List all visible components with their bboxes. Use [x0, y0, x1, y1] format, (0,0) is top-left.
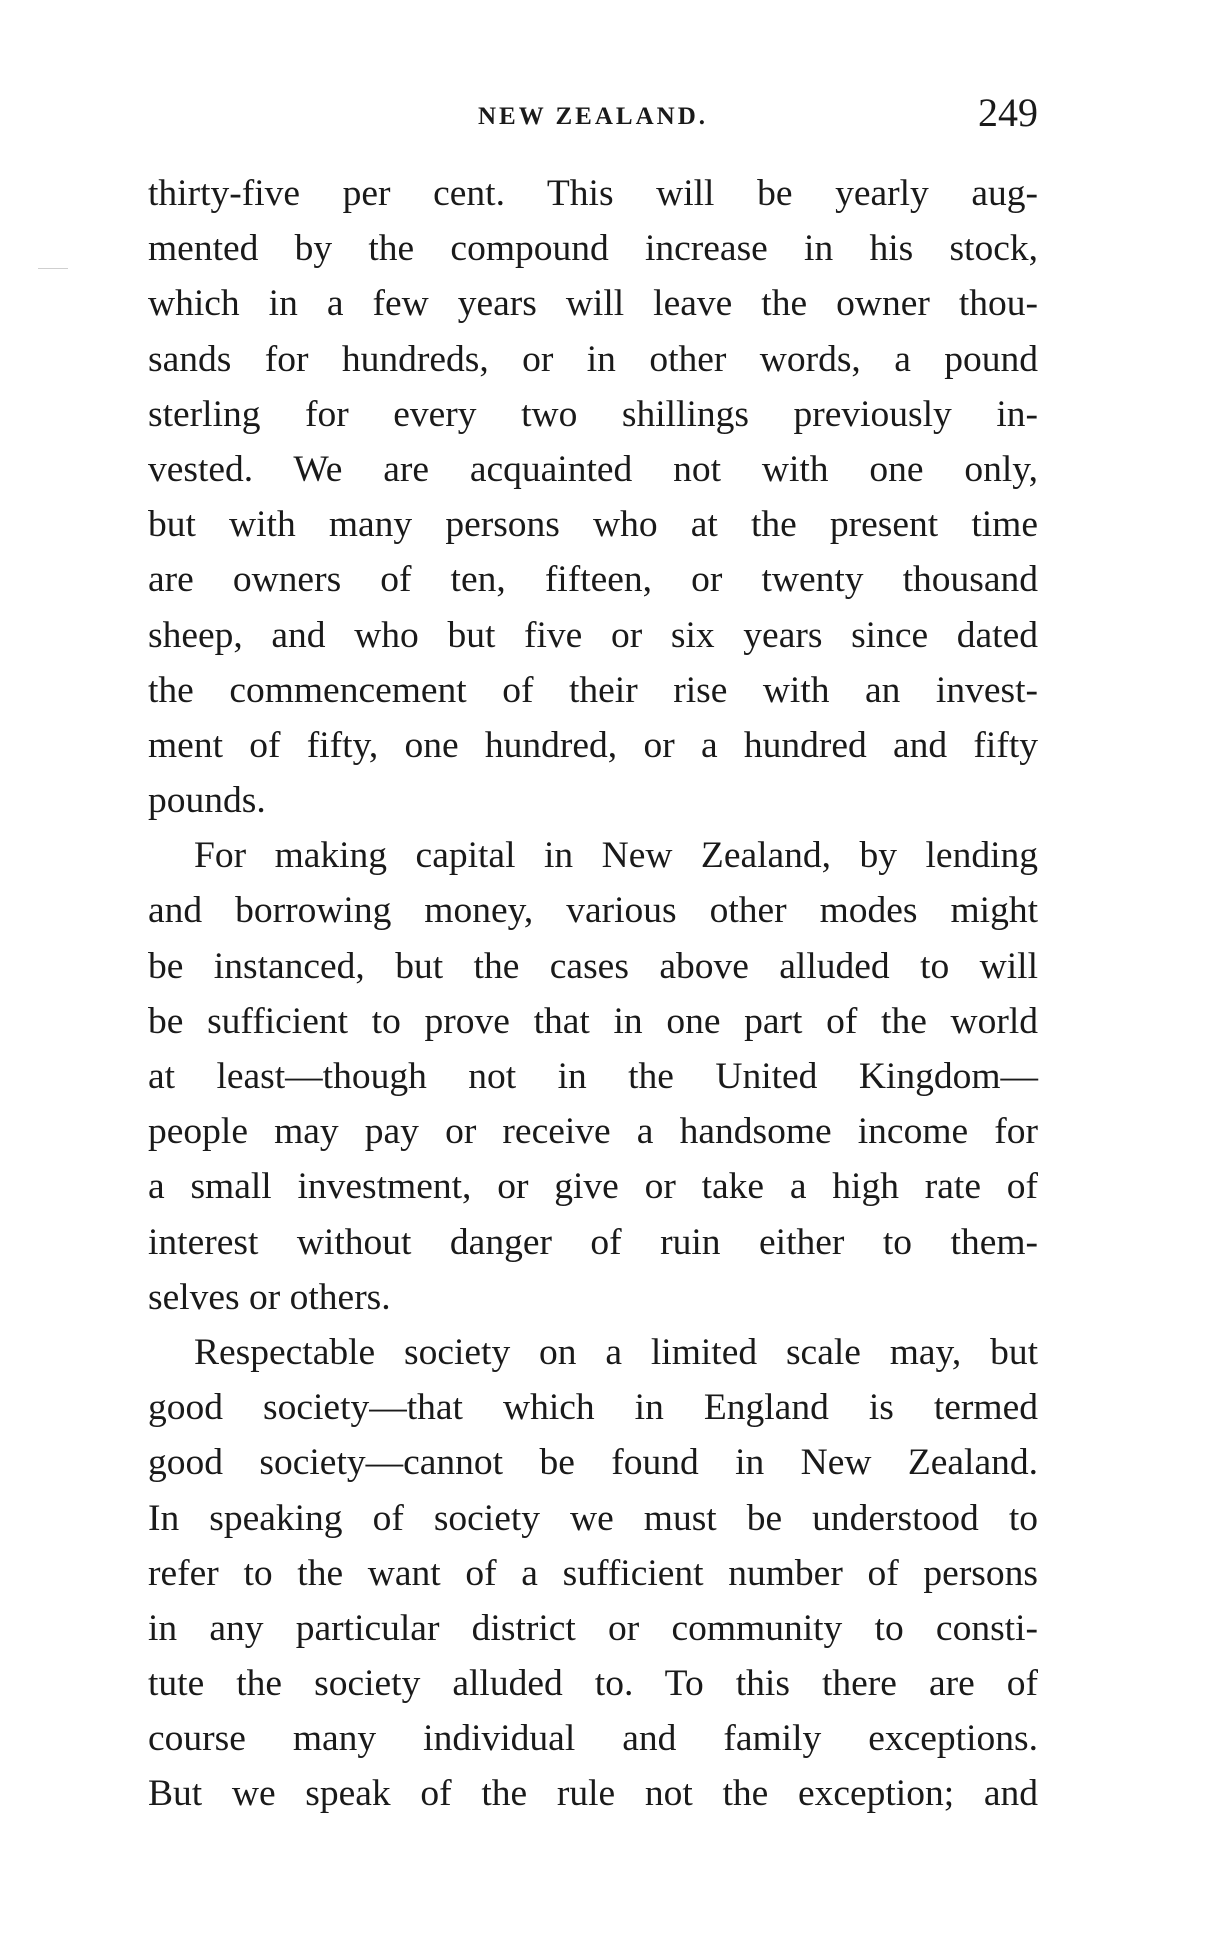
text-line: vested. We are acquainted not with one only,: [148, 448, 1038, 490]
text-line: pounds.: [148, 780, 266, 822]
text-line: the commencement of their rise with an invest-: [148, 669, 1038, 711]
text-line: sheep, and who but five or six years since dated: [148, 614, 1038, 656]
paragraph-first-line: For making capital in New Zealand, by lending: [194, 835, 1038, 877]
text-line: which in a few years will leave the owner thou-: [148, 283, 1038, 325]
running-title: NEW ZEALAND.: [477, 103, 709, 130]
running-head: [148, 90, 1038, 145]
text-line: refer to the want of a sufficient number of persons: [148, 1552, 1038, 1594]
text-line: and borrowing money, various other modes might: [148, 890, 1038, 932]
text-line: in any particular district or community to consti-: [148, 1607, 1038, 1649]
paragraph-first-line: Respectable society on a limited scale may, but: [194, 1331, 1038, 1373]
text-line: good society—that which in England is termed: [148, 1387, 1038, 1429]
text-line: ment of fifty, one hundred, or a hundred and fifty: [148, 724, 1038, 766]
text-line: mented by the compound increase in his stock,: [148, 228, 1038, 270]
text-line: are owners of ten, fifteen, or twenty thousand: [148, 559, 1038, 601]
text-line: sands for hundreds, or in other words, a pound: [148, 338, 1038, 380]
text-line: good society—cannot be found in New Zealand.: [148, 1442, 1038, 1484]
text-line: tute the society alluded to. To this there are of: [148, 1663, 1038, 1705]
page-number: 249: [978, 90, 1038, 135]
text-line: but with many persons who at the present time: [148, 504, 1038, 546]
scan-artifact-line: [38, 268, 68, 269]
text-line: be instanced, but the cases above alluded to will: [148, 945, 1038, 987]
text-line: sterling for every two shillings previously in-: [148, 393, 1038, 435]
text-line: selves or others.: [148, 1276, 391, 1318]
body-text: [148, 166, 1038, 1822]
text-line: But we speak of the rule not the exception; and: [148, 1773, 1038, 1815]
text-line: people may pay or receive a handsome income for: [148, 1111, 1038, 1153]
text-line: at least—though not in the United Kingdom—: [148, 1056, 1038, 1097]
text-line: be sufficient to prove that in one part of the world: [148, 1000, 1038, 1042]
text-line: thirty-five per cent. This will be yearly aug-: [148, 173, 1038, 214]
text-line: course many individual and family exceptions.: [148, 1718, 1038, 1760]
text-line: In speaking of society we must be understood to: [148, 1497, 1038, 1539]
text-line: a small investment, or give or take a high rate of: [148, 1166, 1038, 1208]
text-line: interest without danger of ruin either to them-: [148, 1221, 1038, 1263]
